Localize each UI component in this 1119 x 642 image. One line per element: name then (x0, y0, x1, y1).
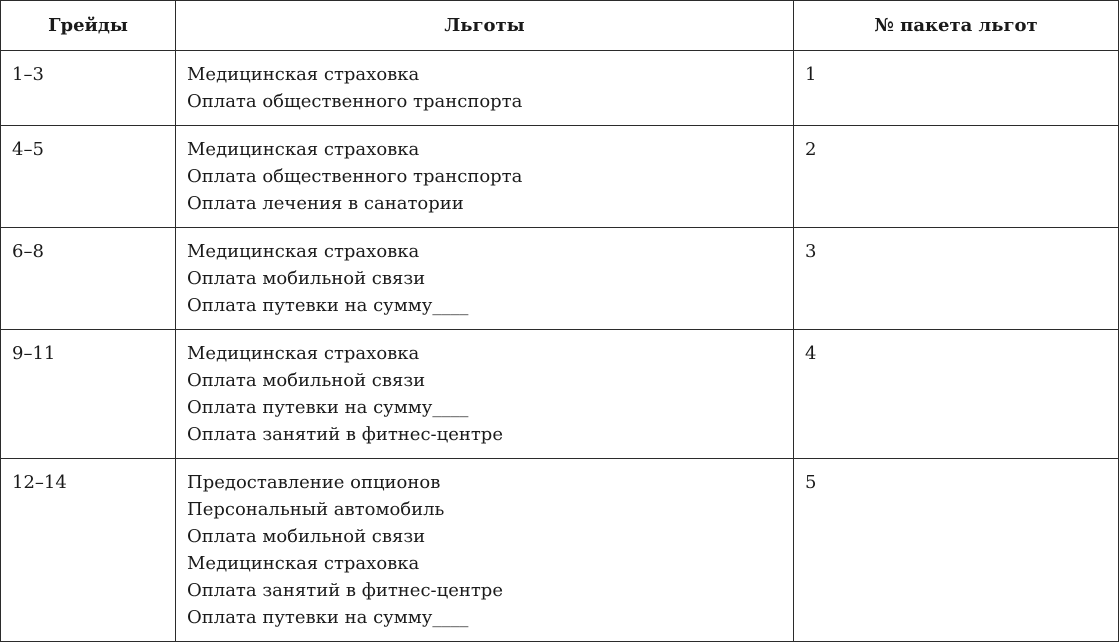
package-cell: 2 (794, 126, 1119, 228)
benefit-item: Оплата общественного транспорта (187, 91, 523, 112)
table-row (1, 459, 1119, 642)
grade-cell: 12–14 (1, 459, 176, 642)
benefit-item: Медицинская страховка (187, 139, 420, 160)
benefits-cell (176, 228, 794, 330)
benefit-item: Персональный автомобиль (187, 499, 445, 520)
table-row (1, 330, 1119, 459)
benefit-item: Медицинская страховка (187, 64, 420, 85)
grade-cell: 4–5 (1, 126, 176, 228)
package-cell: 3 (794, 228, 1119, 330)
grade-cell: 9–11 (1, 330, 176, 459)
header-benefits: Льготы (176, 1, 794, 51)
table-row (1, 51, 1119, 126)
table-row (1, 228, 1119, 330)
benefit-item: Оплата мобильной связи (187, 526, 426, 547)
benefit-item: Оплата путевки на сумму____ (187, 607, 469, 628)
package-cell: 5 (794, 459, 1119, 642)
benefits-cell (176, 51, 794, 126)
header-grades: Грейды (1, 1, 176, 51)
benefit-item: Медицинская страховка (187, 553, 420, 574)
benefit-item: Предоставление опционов (187, 472, 441, 493)
benefit-item: Оплата занятий в фитнес-центре (187, 580, 503, 601)
header-row (1, 1, 1119, 51)
benefit-item: Оплата путевки на сумму____ (187, 397, 469, 418)
table-row (1, 126, 1119, 228)
benefit-item: Медицинская страховка (187, 241, 420, 262)
header-package-number: № пакета льгот (794, 1, 1119, 51)
benefits-cell (176, 330, 794, 459)
benefits-cell (176, 459, 794, 642)
benefit-item: Оплата лечения в санатории (187, 193, 464, 214)
package-cell: 1 (794, 51, 1119, 126)
benefit-item: Оплата мобильной связи (187, 268, 426, 289)
benefits-cell (176, 126, 794, 228)
benefit-item: Оплата занятий в фитнес-центре (187, 424, 503, 445)
grade-cell: 1–3 (1, 51, 176, 126)
grade-cell: 6–8 (1, 228, 176, 330)
benefit-item: Оплата общественного транспорта (187, 166, 523, 187)
benefit-item: Медицинская страховка (187, 343, 420, 364)
benefit-item: Оплата путевки на сумму____ (187, 295, 469, 316)
package-cell: 4 (794, 330, 1119, 459)
benefit-item: Оплата мобильной связи (187, 370, 426, 391)
